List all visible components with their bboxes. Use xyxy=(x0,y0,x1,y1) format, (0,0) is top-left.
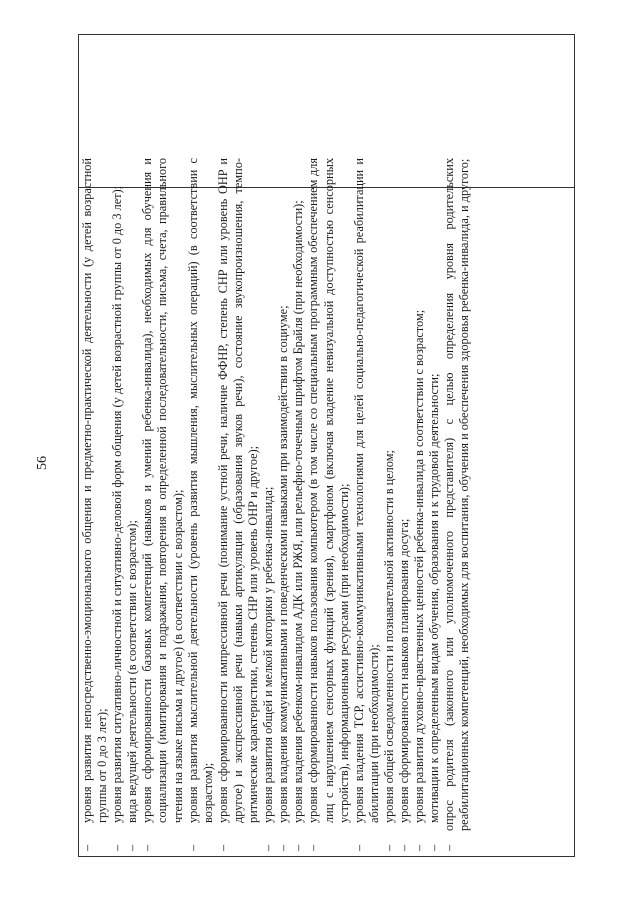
list-dash: – xyxy=(80,844,94,851)
list-item xyxy=(276,158,291,851)
list-item xyxy=(140,158,185,851)
list-item xyxy=(352,158,382,851)
list-item-text: уровня развития непосредственно-эмоционального общения и предметно-практической деятельности (у детей возрастной группы от 0 до 3 лет); xyxy=(80,158,110,823)
list-item-text: уровня общей осведомленности и познавательной активности в целом; xyxy=(381,450,396,823)
list-item xyxy=(125,158,140,851)
list-dash: – xyxy=(381,844,396,851)
list-item-text: уровня развития мыслительной деятельности (уровень развития мышления, мыслительных операций) (в соответствии с возрастом); xyxy=(185,158,215,823)
list-dash: – xyxy=(427,844,442,851)
list-dash: – xyxy=(276,844,291,851)
list-item xyxy=(382,158,397,851)
list-item xyxy=(216,158,261,851)
list-item-text: уровня сформированности навыков пользования компьютером (в том числе со специальным программным обеспечением для лиц с нарушением сенсорных функций (зрения), смартфоном (включая владение невизуальной доступностью сенсорных устройств), информационными ресурсами (при необходимости); xyxy=(306,158,351,823)
list-item xyxy=(397,158,412,851)
list-dash: – xyxy=(351,844,366,851)
list-dash: – xyxy=(261,844,276,851)
list-item-text: уровня сформированности навыков планирования досуга; xyxy=(396,518,411,823)
list-item xyxy=(291,158,306,851)
list-item-text: уровня владения коммуникативными и поведенческими навыками при взаимодействии в социуме; xyxy=(276,305,291,823)
list-item-text: уровня владения ТСР, ассистивно-коммуникативными технологиями для целей социально-педагогической реабилитации и абилитации (при необходимости); xyxy=(351,158,381,823)
list-dash: – xyxy=(125,844,140,851)
list-item xyxy=(186,158,216,851)
list-item-text: вида ведущей деятельности (в соответствии с возрастом); xyxy=(125,520,140,823)
list-item xyxy=(412,158,427,851)
list-item xyxy=(110,158,125,851)
list-item-text: уровня развития духовно-нравственных ценностей ребенка-инвалида в соответствии с возрастом; xyxy=(412,309,427,823)
list-item-text: опрос родителя (законного или уполномоченного представителя) с целью определения уровня родительских реабилитационных компетенций, необходимых для воспитания, обучения и обеспечения здоровья ребенка-инвалида, и другого; xyxy=(442,158,472,831)
list-item xyxy=(80,158,110,851)
list-item xyxy=(306,158,351,851)
page-number: 56 xyxy=(35,456,50,470)
list-item-text: уровня сформированности импрессивной речи (понимание устной речи, наличие ФФНР, степень СНР или уровень ОНР и другое) и экспрессивной речи (навыки артикуляции (образования звуков речи), состояние звукопроизношения, темпо-ритмические характеристики, степень СНР или уровень ОНР и другое); xyxy=(215,158,261,823)
list-item-main xyxy=(442,158,472,851)
list-item-text: уровня сформированности базовых компетенций (навыков и умений ребенка-инвалида), необходимых для обучения и социализации (имитирования и подражания, повторения в определенной последовательности, письма, счета, правильного чтения на языке письма и другое) (в соответствии с возрастом); xyxy=(140,158,185,823)
list-dash: – xyxy=(396,844,411,851)
table-cell-content xyxy=(78,152,575,857)
list-item-text: уровня владения ребенком-инвалидом АДК или РЖЯ, или рельефно-точечным шрифтом Брайля (при необходимости); xyxy=(291,200,306,823)
list-dash: – xyxy=(291,844,306,851)
list-item-text: уровня развития общей и мелкой моторики у ребенка-инвалида; xyxy=(261,486,276,823)
list-dash: – xyxy=(412,844,427,851)
list-item xyxy=(261,158,276,851)
list-dash: – xyxy=(442,844,457,851)
list-dash: – xyxy=(140,844,155,851)
list-dash: – xyxy=(185,844,200,851)
list-item-text: мотивации к определенным видам обучения, образования и к трудовой деятельности; xyxy=(427,373,442,823)
list-item xyxy=(427,158,442,851)
list-dash: – xyxy=(110,844,125,851)
list-item-text: уровня развития ситуативно-личностной и ситуативно-деловой форм общения (у детей возрастной группы от 0 до 3 лет); xyxy=(110,185,125,823)
list-dash: – xyxy=(215,844,230,851)
list-dash: – xyxy=(306,844,321,851)
